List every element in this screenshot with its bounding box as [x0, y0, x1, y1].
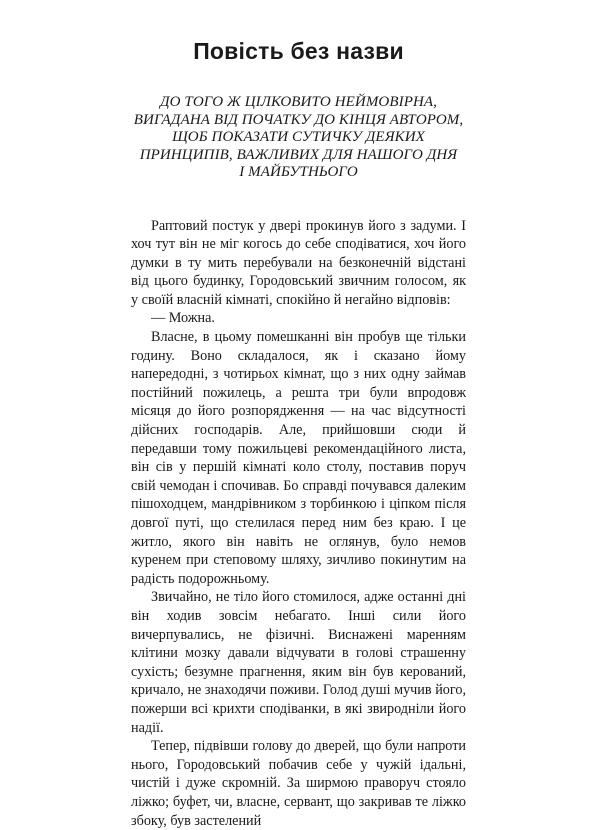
subtitle-line: І МАЙБУТНЬОГО	[131, 164, 466, 182]
paragraph: Раптовий постук у двері прокинув його з задуми. І хоч тут він не міг когось до себе сподіватися, хоч його думки в ту мить перебували на безконечній відстані від цього будинку, Городовський звичним голосом, як у своїй власній кімнаті, спокійно й негайно відповів:	[131, 217, 466, 310]
paragraph: Власне, в цьому помешканні він пробув ще тільки годину. Воно складалося, як і сказано йому напередодні, з чотирьох кімнат, що з них одну займав постійний пожилець, а решта три були впродовж місяця до його розпорядження — на час відсутності дійсних господарів. Але, прийшовши сюди й передавши тому пожильцеві рекомендаційного листа, він сів у першій кімнаті коло столу, поставив поруч свій чемодан і спочивав. Бо справді почувався далеким пішоходцем, мандрівником з торбинкою і ціпком після довгої путі, що стелилася перед ним без краю. І це житло, якого він навіть не оглянув, було немов куренем при степовому шляху, зичливо покинутим на радість подорожньому.	[131, 328, 466, 588]
chapter-subtitle	[131, 94, 466, 182]
paragraph: Тепер, підвівши голову до дверей, що були напроти нього, Городовський побачив себе у чужій ідальні, чистій і дуже скромній. За ширмою праворуч стояло ліжко; буфет, чи, власне, сервант, що закривав те ліжко збоку, був застелений	[131, 737, 466, 830]
subtitle-line: ДО ТОГО Ж ЦІЛКОВИТО НЕЙМОВІРНА,	[131, 94, 466, 112]
subtitle-line: ВИГАДАНА ВІД ПОЧАТКУ ДО КІНЦЯ АВТОРОМ,	[131, 112, 466, 130]
body-text	[131, 217, 466, 830]
chapter-title: Повість без назви	[131, 38, 466, 65]
paragraph: Звичайно, не тіло його стомилося, адже останні дні він ходив зовсім небагато. Інші сили його вичерпувались, не фізичні. Виснажені маренням клітини мозку давали відчувати в голові страшенну сухість; безумне прагнення, яким він був керований, кричало, не знаходячи поживи. Голод душі мучив його, пожерши всі крихти сподіванки, в які звиродніли його надії.	[131, 588, 466, 737]
subtitle-line: ЩОБ ПОКАЗАТИ СУТИЧКУ ДЕЯКИХ	[131, 129, 466, 147]
paragraph: — Можна.	[131, 309, 466, 328]
book-page	[0, 38, 600, 638]
subtitle-line: ПРИНЦИПІВ, ВАЖЛИВИХ ДЛЯ НАШОГО ДНЯ	[131, 147, 466, 165]
